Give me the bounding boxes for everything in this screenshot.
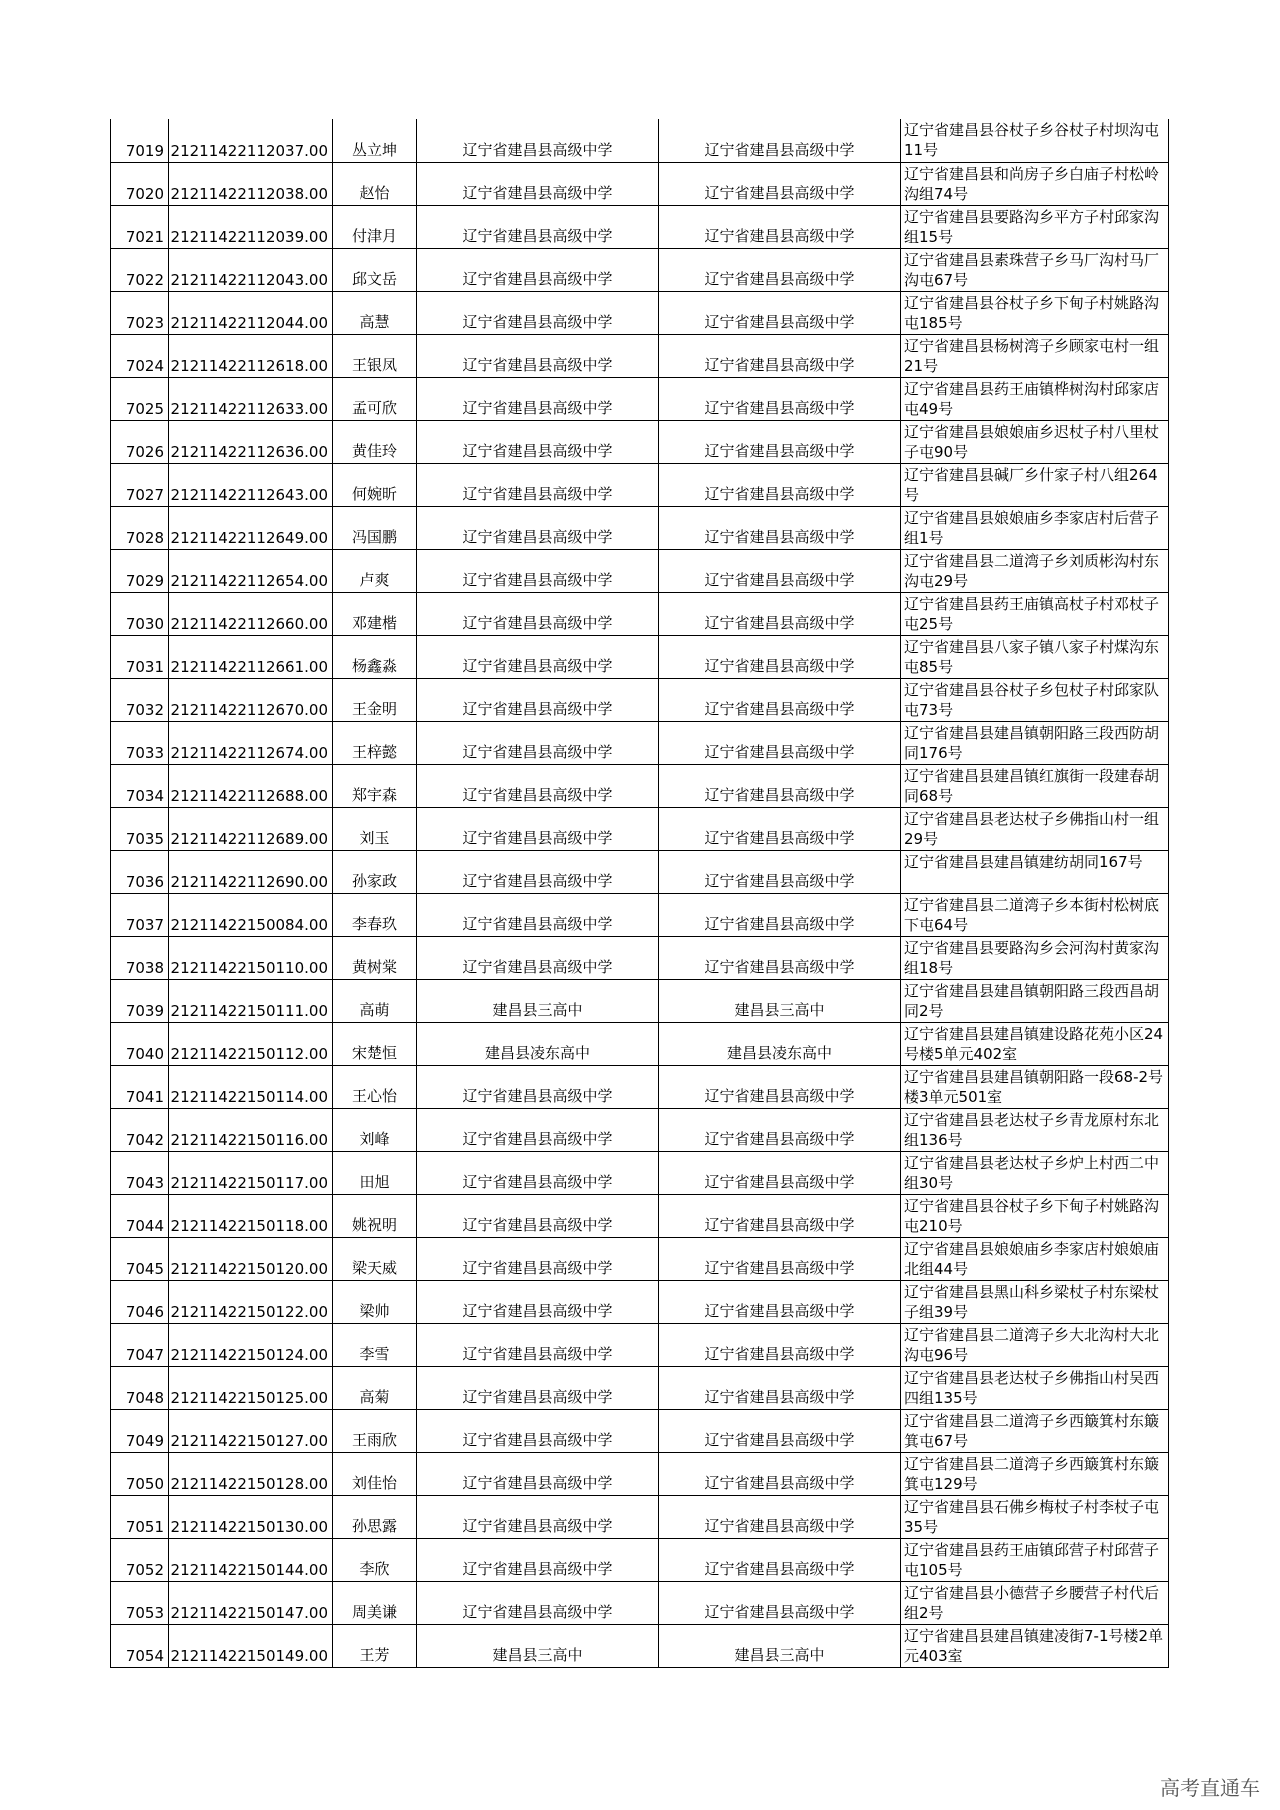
row-number: 7027 bbox=[111, 463, 169, 506]
graduation-school: 辽宁省建昌县高级中学 bbox=[659, 1581, 901, 1624]
row-number: 7031 bbox=[111, 635, 169, 678]
school-name: 辽宁省建昌县高级中学 bbox=[417, 592, 659, 635]
student-name: 丛立坤 bbox=[333, 119, 417, 162]
student-name: 王雨欣 bbox=[333, 1409, 417, 1452]
row-number: 7028 bbox=[111, 506, 169, 549]
row-number: 7039 bbox=[111, 979, 169, 1022]
table-row bbox=[111, 1624, 1169, 1667]
graduation-school: 辽宁省建昌县高级中学 bbox=[659, 1065, 901, 1108]
student-name: 田旭 bbox=[333, 1151, 417, 1194]
table-row bbox=[111, 850, 1169, 893]
school-name: 辽宁省建昌县高级中学 bbox=[417, 162, 659, 205]
home-address: 辽宁省建昌县小德营子乡腰营子村代后组2号 bbox=[901, 1581, 1169, 1624]
school-name: 辽宁省建昌县高级中学 bbox=[417, 1280, 659, 1323]
graduation-school: 建昌县凌东高中 bbox=[659, 1022, 901, 1065]
table-row bbox=[111, 1581, 1169, 1624]
school-name: 辽宁省建昌县高级中学 bbox=[417, 1538, 659, 1581]
exam-id: 21211422112688.00 bbox=[169, 764, 333, 807]
table-row bbox=[111, 377, 1169, 420]
row-number: 7040 bbox=[111, 1022, 169, 1065]
student-name: 高萌 bbox=[333, 979, 417, 1022]
school-name: 辽宁省建昌县高级中学 bbox=[417, 334, 659, 377]
student-name: 邱文岳 bbox=[333, 248, 417, 291]
exam-id: 21211422150116.00 bbox=[169, 1108, 333, 1151]
row-number: 7044 bbox=[111, 1194, 169, 1237]
home-address: 辽宁省建昌县石佛乡梅杖子村李杖子屯35号 bbox=[901, 1495, 1169, 1538]
exam-id: 21211422150110.00 bbox=[169, 936, 333, 979]
school-name: 辽宁省建昌县高级中学 bbox=[417, 850, 659, 893]
graduation-school: 辽宁省建昌县高级中学 bbox=[659, 377, 901, 420]
exam-id: 21211422150118.00 bbox=[169, 1194, 333, 1237]
table-row bbox=[111, 1151, 1169, 1194]
row-number: 7045 bbox=[111, 1237, 169, 1280]
graduation-school: 辽宁省建昌县高级中学 bbox=[659, 506, 901, 549]
home-address: 辽宁省建昌县二道湾子乡西簸箕村东簸箕屯67号 bbox=[901, 1409, 1169, 1452]
student-name: 黄佳玲 bbox=[333, 420, 417, 463]
school-name: 辽宁省建昌县高级中学 bbox=[417, 463, 659, 506]
table-row bbox=[111, 1065, 1169, 1108]
home-address: 辽宁省建昌县二道湾子乡西簸箕村东簸箕屯129号 bbox=[901, 1452, 1169, 1495]
student-name: 周美谦 bbox=[333, 1581, 417, 1624]
home-address: 辽宁省建昌县老达杖子乡青龙原村东北组136号 bbox=[901, 1108, 1169, 1151]
table-row bbox=[111, 1323, 1169, 1366]
student-name: 刘峰 bbox=[333, 1108, 417, 1151]
home-address: 辽宁省建昌县和尚房子乡白庙子村松岭沟组74号 bbox=[901, 162, 1169, 205]
student-table bbox=[110, 119, 1169, 1668]
school-name: 辽宁省建昌县高级中学 bbox=[417, 1108, 659, 1151]
home-address: 辽宁省建昌县老达杖子乡佛指山村一组29号 bbox=[901, 807, 1169, 850]
exam-id: 21211422150124.00 bbox=[169, 1323, 333, 1366]
graduation-school: 辽宁省建昌县高级中学 bbox=[659, 592, 901, 635]
student-name: 王金明 bbox=[333, 678, 417, 721]
school-name: 建昌县凌东高中 bbox=[417, 1022, 659, 1065]
graduation-school: 辽宁省建昌县高级中学 bbox=[659, 764, 901, 807]
row-number: 7034 bbox=[111, 764, 169, 807]
row-number: 7037 bbox=[111, 893, 169, 936]
school-name: 辽宁省建昌县高级中学 bbox=[417, 248, 659, 291]
student-name: 刘佳怡 bbox=[333, 1452, 417, 1495]
row-number: 7038 bbox=[111, 936, 169, 979]
school-name: 辽宁省建昌县高级中学 bbox=[417, 506, 659, 549]
exam-id: 21211422112674.00 bbox=[169, 721, 333, 764]
student-name: 孟可欣 bbox=[333, 377, 417, 420]
graduation-school: 辽宁省建昌县高级中学 bbox=[659, 205, 901, 248]
home-address: 辽宁省建昌县建昌镇建凌街7-1号楼2单元403室 bbox=[901, 1624, 1169, 1667]
student-name: 高慧 bbox=[333, 291, 417, 334]
row-number: 7032 bbox=[111, 678, 169, 721]
graduation-school: 辽宁省建昌县高级中学 bbox=[659, 1280, 901, 1323]
school-name: 辽宁省建昌县高级中学 bbox=[417, 1581, 659, 1624]
graduation-school: 辽宁省建昌县高级中学 bbox=[659, 1237, 901, 1280]
graduation-school: 辽宁省建昌县高级中学 bbox=[659, 635, 901, 678]
row-number: 7050 bbox=[111, 1452, 169, 1495]
student-name: 冯国鹏 bbox=[333, 506, 417, 549]
exam-id: 21211422112661.00 bbox=[169, 635, 333, 678]
home-address: 辽宁省建昌县娘娘庙乡李家店村娘娘庙北组44号 bbox=[901, 1237, 1169, 1280]
home-address: 辽宁省建昌县娘娘庙乡李家店村后营子组1号 bbox=[901, 506, 1169, 549]
table-row bbox=[111, 463, 1169, 506]
graduation-school: 辽宁省建昌县高级中学 bbox=[659, 893, 901, 936]
graduation-school: 辽宁省建昌县高级中学 bbox=[659, 248, 901, 291]
exam-id: 21211422112038.00 bbox=[169, 162, 333, 205]
student-name: 何婉昕 bbox=[333, 463, 417, 506]
table-row bbox=[111, 1237, 1169, 1280]
home-address: 辽宁省建昌县谷杖子乡下甸子村姚路沟屯210号 bbox=[901, 1194, 1169, 1237]
row-number: 7043 bbox=[111, 1151, 169, 1194]
row-number: 7022 bbox=[111, 248, 169, 291]
row-number: 7053 bbox=[111, 1581, 169, 1624]
home-address: 辽宁省建昌县碱厂乡什家子村八组264号 bbox=[901, 463, 1169, 506]
exam-id: 21211422150114.00 bbox=[169, 1065, 333, 1108]
home-address: 辽宁省建昌县建昌镇红旗街一段建春胡同68号 bbox=[901, 764, 1169, 807]
home-address: 辽宁省建昌县谷杖子乡谷杖子村坝沟屯11号 bbox=[901, 119, 1169, 162]
home-address: 辽宁省建昌县娘娘庙乡迟杖子村八里杖子屯90号 bbox=[901, 420, 1169, 463]
student-name: 卢爽 bbox=[333, 549, 417, 592]
home-address: 辽宁省建昌县老达杖子乡佛指山村吴西四组135号 bbox=[901, 1366, 1169, 1409]
school-name: 建昌县三高中 bbox=[417, 979, 659, 1022]
school-name: 辽宁省建昌县高级中学 bbox=[417, 807, 659, 850]
student-name: 王芳 bbox=[333, 1624, 417, 1667]
graduation-school: 辽宁省建昌县高级中学 bbox=[659, 1151, 901, 1194]
row-number: 7041 bbox=[111, 1065, 169, 1108]
row-number: 7029 bbox=[111, 549, 169, 592]
table-row bbox=[111, 936, 1169, 979]
student-name: 刘玉 bbox=[333, 807, 417, 850]
row-number: 7021 bbox=[111, 205, 169, 248]
row-number: 7042 bbox=[111, 1108, 169, 1151]
table-row bbox=[111, 764, 1169, 807]
row-number: 7025 bbox=[111, 377, 169, 420]
home-address: 辽宁省建昌县要路沟乡平方子村邱家沟组15号 bbox=[901, 205, 1169, 248]
table-row bbox=[111, 1452, 1169, 1495]
home-address: 辽宁省建昌县药王庙镇邱营子村邱营子屯105号 bbox=[901, 1538, 1169, 1581]
school-name: 辽宁省建昌县高级中学 bbox=[417, 893, 659, 936]
graduation-school: 辽宁省建昌县高级中学 bbox=[659, 549, 901, 592]
row-number: 7035 bbox=[111, 807, 169, 850]
graduation-school: 辽宁省建昌县高级中学 bbox=[659, 420, 901, 463]
table-row bbox=[111, 1538, 1169, 1581]
graduation-school: 辽宁省建昌县高级中学 bbox=[659, 119, 901, 162]
graduation-school: 辽宁省建昌县高级中学 bbox=[659, 721, 901, 764]
watermark-text: 高考直通车 bbox=[1160, 1776, 1260, 1800]
school-name: 辽宁省建昌县高级中学 bbox=[417, 936, 659, 979]
graduation-school: 辽宁省建昌县高级中学 bbox=[659, 1495, 901, 1538]
row-number: 7048 bbox=[111, 1366, 169, 1409]
row-number: 7026 bbox=[111, 420, 169, 463]
graduation-school: 建昌县三高中 bbox=[659, 979, 901, 1022]
graduation-school: 辽宁省建昌县高级中学 bbox=[659, 936, 901, 979]
exam-id: 21211422150149.00 bbox=[169, 1624, 333, 1667]
school-name: 辽宁省建昌县高级中学 bbox=[417, 721, 659, 764]
table-row bbox=[111, 162, 1169, 205]
graduation-school: 辽宁省建昌县高级中学 bbox=[659, 334, 901, 377]
student-name: 梁天威 bbox=[333, 1237, 417, 1280]
exam-id: 21211422112633.00 bbox=[169, 377, 333, 420]
exam-id: 21211422112660.00 bbox=[169, 592, 333, 635]
home-address: 辽宁省建昌县八家子镇八家子村煤沟东屯85号 bbox=[901, 635, 1169, 678]
school-name: 辽宁省建昌县高级中学 bbox=[417, 1452, 659, 1495]
student-name: 宋楚恒 bbox=[333, 1022, 417, 1065]
school-name: 辽宁省建昌县高级中学 bbox=[417, 678, 659, 721]
exam-id: 21211422150130.00 bbox=[169, 1495, 333, 1538]
graduation-school: 辽宁省建昌县高级中学 bbox=[659, 1323, 901, 1366]
graduation-school: 辽宁省建昌县高级中学 bbox=[659, 1452, 901, 1495]
graduation-school: 辽宁省建昌县高级中学 bbox=[659, 1108, 901, 1151]
table-row bbox=[111, 420, 1169, 463]
school-name: 建昌县三高中 bbox=[417, 1624, 659, 1667]
table-row bbox=[111, 1022, 1169, 1065]
student-name: 姚祝明 bbox=[333, 1194, 417, 1237]
exam-id: 21211422150111.00 bbox=[169, 979, 333, 1022]
table-row bbox=[111, 979, 1169, 1022]
home-address: 辽宁省建昌县药王庙镇高杖子村邓杖子屯25号 bbox=[901, 592, 1169, 635]
home-address: 辽宁省建昌县素珠营子乡马厂沟村马厂沟屯67号 bbox=[901, 248, 1169, 291]
table-row bbox=[111, 248, 1169, 291]
home-address: 辽宁省建昌县谷杖子乡下甸子村姚路沟屯185号 bbox=[901, 291, 1169, 334]
student-name: 李春玖 bbox=[333, 893, 417, 936]
home-address: 辽宁省建昌县建昌镇建纺胡同167号 bbox=[901, 850, 1169, 893]
graduation-school: 辽宁省建昌县高级中学 bbox=[659, 291, 901, 334]
school-name: 辽宁省建昌县高级中学 bbox=[417, 1495, 659, 1538]
row-number: 7046 bbox=[111, 1280, 169, 1323]
row-number: 7020 bbox=[111, 162, 169, 205]
graduation-school: 辽宁省建昌县高级中学 bbox=[659, 1538, 901, 1581]
home-address: 辽宁省建昌县建昌镇朝阳路一段68-2号楼3单元501室 bbox=[901, 1065, 1169, 1108]
home-address: 辽宁省建昌县建昌镇建设路花苑小区24号楼5单元402室 bbox=[901, 1022, 1169, 1065]
student-name: 赵怡 bbox=[333, 162, 417, 205]
student-name: 杨鑫淼 bbox=[333, 635, 417, 678]
exam-id: 21211422112044.00 bbox=[169, 291, 333, 334]
graduation-school: 辽宁省建昌县高级中学 bbox=[659, 850, 901, 893]
table-row bbox=[111, 291, 1169, 334]
student-name: 王梓懿 bbox=[333, 721, 417, 764]
exam-id: 21211422112636.00 bbox=[169, 420, 333, 463]
table-row bbox=[111, 893, 1169, 936]
graduation-school: 辽宁省建昌县高级中学 bbox=[659, 1366, 901, 1409]
exam-id: 21211422112654.00 bbox=[169, 549, 333, 592]
graduation-school: 辽宁省建昌县高级中学 bbox=[659, 162, 901, 205]
student-name: 孙思露 bbox=[333, 1495, 417, 1538]
row-number: 7019 bbox=[111, 119, 169, 162]
row-number: 7024 bbox=[111, 334, 169, 377]
table-row bbox=[111, 506, 1169, 549]
table-row bbox=[111, 592, 1169, 635]
home-address: 辽宁省建昌县建昌镇朝阳路三段西昌胡同2号 bbox=[901, 979, 1169, 1022]
exam-id: 21211422150084.00 bbox=[169, 893, 333, 936]
school-name: 辽宁省建昌县高级中学 bbox=[417, 1194, 659, 1237]
student-name: 李雪 bbox=[333, 1323, 417, 1366]
row-number: 7033 bbox=[111, 721, 169, 764]
school-name: 辽宁省建昌县高级中学 bbox=[417, 420, 659, 463]
exam-id: 21211422112043.00 bbox=[169, 248, 333, 291]
home-address: 辽宁省建昌县二道湾子乡大北沟村大北沟屯96号 bbox=[901, 1323, 1169, 1366]
exam-id: 21211422150125.00 bbox=[169, 1366, 333, 1409]
school-name: 辽宁省建昌县高级中学 bbox=[417, 377, 659, 420]
row-number: 7052 bbox=[111, 1538, 169, 1581]
table-body bbox=[111, 119, 1169, 1667]
exam-id: 21211422112039.00 bbox=[169, 205, 333, 248]
table-row bbox=[111, 807, 1169, 850]
exam-id: 21211422150147.00 bbox=[169, 1581, 333, 1624]
table-row bbox=[111, 1280, 1169, 1323]
graduation-school: 辽宁省建昌县高级中学 bbox=[659, 463, 901, 506]
home-address: 辽宁省建昌县药王庙镇桦树沟村邱家店屯49号 bbox=[901, 377, 1169, 420]
table-row bbox=[111, 1108, 1169, 1151]
table-row bbox=[111, 334, 1169, 377]
row-number: 7023 bbox=[111, 291, 169, 334]
exam-id: 21211422112643.00 bbox=[169, 463, 333, 506]
table-row bbox=[111, 119, 1169, 162]
home-address: 辽宁省建昌县二道湾子乡刘质彬沟村东沟屯29号 bbox=[901, 549, 1169, 592]
table-row bbox=[111, 549, 1169, 592]
school-name: 辽宁省建昌县高级中学 bbox=[417, 1237, 659, 1280]
exam-id: 21211422150120.00 bbox=[169, 1237, 333, 1280]
school-name: 辽宁省建昌县高级中学 bbox=[417, 1065, 659, 1108]
table-row bbox=[111, 678, 1169, 721]
graduation-school: 辽宁省建昌县高级中学 bbox=[659, 1194, 901, 1237]
exam-id: 21211422112689.00 bbox=[169, 807, 333, 850]
home-address: 辽宁省建昌县谷杖子乡包杖子村邱家队屯73号 bbox=[901, 678, 1169, 721]
table-row bbox=[111, 721, 1169, 764]
table-row bbox=[111, 1495, 1169, 1538]
student-name: 付津月 bbox=[333, 205, 417, 248]
school-name: 辽宁省建昌县高级中学 bbox=[417, 119, 659, 162]
student-name: 孙家政 bbox=[333, 850, 417, 893]
exam-id: 21211422150117.00 bbox=[169, 1151, 333, 1194]
row-number: 7049 bbox=[111, 1409, 169, 1452]
exam-id: 21211422150127.00 bbox=[169, 1409, 333, 1452]
row-number: 7054 bbox=[111, 1624, 169, 1667]
exam-id: 21211422112690.00 bbox=[169, 850, 333, 893]
exam-id: 21211422150144.00 bbox=[169, 1538, 333, 1581]
graduation-school: 建昌县三高中 bbox=[659, 1624, 901, 1667]
exam-id: 21211422150128.00 bbox=[169, 1452, 333, 1495]
table-row bbox=[111, 635, 1169, 678]
table-row bbox=[111, 1366, 1169, 1409]
student-name: 邓建楷 bbox=[333, 592, 417, 635]
school-name: 辽宁省建昌县高级中学 bbox=[417, 291, 659, 334]
row-number: 7051 bbox=[111, 1495, 169, 1538]
row-number: 7036 bbox=[111, 850, 169, 893]
home-address: 辽宁省建昌县杨树湾子乡顾家屯村一组21号 bbox=[901, 334, 1169, 377]
home-address: 辽宁省建昌县二道湾子乡本街村松树底下屯64号 bbox=[901, 893, 1169, 936]
exam-id: 21211422112037.00 bbox=[169, 119, 333, 162]
student-name: 王心怡 bbox=[333, 1065, 417, 1108]
school-name: 辽宁省建昌县高级中学 bbox=[417, 1409, 659, 1452]
exam-id: 21211422112649.00 bbox=[169, 506, 333, 549]
school-name: 辽宁省建昌县高级中学 bbox=[417, 549, 659, 592]
home-address: 辽宁省建昌县建昌镇朝阳路三段西防胡同176号 bbox=[901, 721, 1169, 764]
school-name: 辽宁省建昌县高级中学 bbox=[417, 635, 659, 678]
exam-id: 21211422112670.00 bbox=[169, 678, 333, 721]
student-name: 梁帅 bbox=[333, 1280, 417, 1323]
graduation-school: 辽宁省建昌县高级中学 bbox=[659, 807, 901, 850]
home-address: 辽宁省建昌县要路沟乡会河沟村黄家沟组18号 bbox=[901, 936, 1169, 979]
school-name: 辽宁省建昌县高级中学 bbox=[417, 1323, 659, 1366]
exam-id: 21211422112618.00 bbox=[169, 334, 333, 377]
school-name: 辽宁省建昌县高级中学 bbox=[417, 1151, 659, 1194]
student-name: 黄树棠 bbox=[333, 936, 417, 979]
graduation-school: 辽宁省建昌县高级中学 bbox=[659, 1409, 901, 1452]
student-name: 郑宇森 bbox=[333, 764, 417, 807]
student-name: 李欣 bbox=[333, 1538, 417, 1581]
home-address: 辽宁省建昌县黑山科乡梁杖子村东梁杖子组39号 bbox=[901, 1280, 1169, 1323]
table-row bbox=[111, 1409, 1169, 1452]
exam-id: 21211422150112.00 bbox=[169, 1022, 333, 1065]
home-address: 辽宁省建昌县老达杖子乡炉上村西二中组30号 bbox=[901, 1151, 1169, 1194]
row-number: 7047 bbox=[111, 1323, 169, 1366]
graduation-school: 辽宁省建昌县高级中学 bbox=[659, 678, 901, 721]
student-name: 王银凤 bbox=[333, 334, 417, 377]
school-name: 辽宁省建昌县高级中学 bbox=[417, 764, 659, 807]
school-name: 辽宁省建昌县高级中学 bbox=[417, 205, 659, 248]
table-row bbox=[111, 205, 1169, 248]
school-name: 辽宁省建昌县高级中学 bbox=[417, 1366, 659, 1409]
table-row bbox=[111, 1194, 1169, 1237]
exam-id: 21211422150122.00 bbox=[169, 1280, 333, 1323]
student-name: 高菊 bbox=[333, 1366, 417, 1409]
row-number: 7030 bbox=[111, 592, 169, 635]
